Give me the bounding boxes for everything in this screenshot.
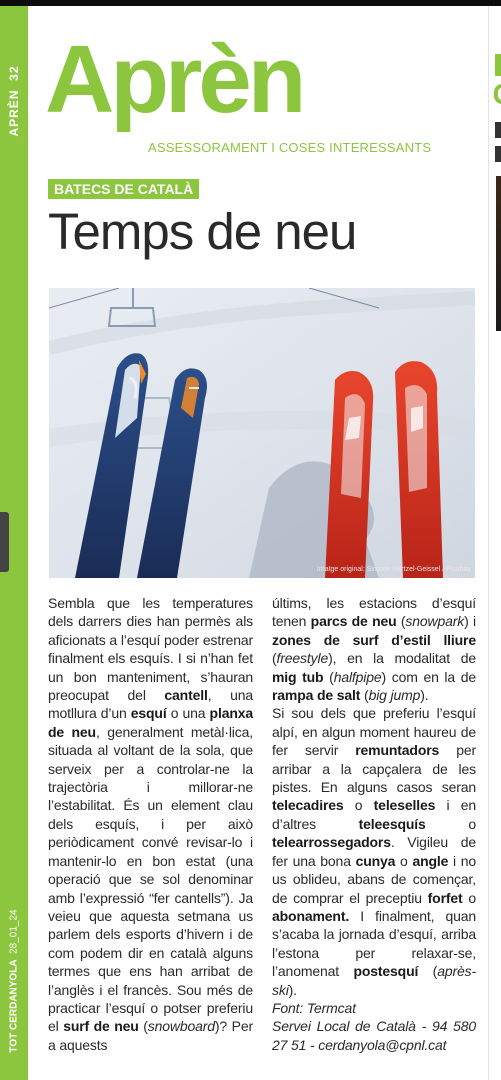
page-number: 32	[7, 65, 21, 81]
bold-term: forfet	[427, 889, 463, 906]
italic-term: snowpark	[405, 613, 465, 630]
publication-name: TOT CERDANYOLA	[8, 959, 20, 1053]
body-text: i en d’altres	[272, 797, 476, 832]
top-bar	[0, 0, 501, 6]
body-text: ).	[420, 687, 429, 704]
bold-term: cantell	[164, 687, 208, 704]
body-text: o	[425, 815, 476, 832]
italic-term: halfpipe	[333, 668, 382, 685]
sidebar-top-label	[2, 46, 26, 156]
italic-term: Font: Termcat	[272, 999, 356, 1016]
bold-term: zones de surf d’estil lliure	[272, 631, 476, 648]
body-text: (	[360, 687, 369, 704]
body-text: )? Per a aquests	[48, 1018, 253, 1053]
image-credit: Imatge original: Simone Hertzel-Geissel / Pixabay	[316, 566, 471, 573]
body-text: o	[462, 889, 476, 906]
body-text: ) i	[464, 613, 476, 630]
side-handle[interactable]	[0, 512, 9, 572]
next-page-edge	[488, 6, 501, 1080]
article-title: Temps de neu	[48, 203, 357, 260]
body-text: ).	[288, 981, 297, 998]
body-text: Si sou dels que preferiu l’esquí alpí, en algun moment haureu de fer servir	[272, 705, 476, 759]
body-text: I finalment, quan s’acaba la jornada d’esquí, arriba l’estona per relaxar-se, l’anomenat	[272, 907, 476, 980]
body-text: o	[395, 852, 413, 869]
body-text: ) com en la de	[381, 668, 476, 685]
next-page-green-letter	[495, 54, 501, 76]
next-page-text-2	[495, 146, 501, 162]
italic-term: freestyle	[276, 650, 329, 667]
body-text: (	[323, 668, 334, 685]
body-text: (	[138, 1018, 148, 1035]
body-text: . Vigileu de fer una bona	[272, 834, 476, 869]
bold-term: planxa de neu	[48, 705, 253, 740]
bold-term: postesquí	[353, 963, 419, 980]
italic-term: big jump	[368, 687, 421, 704]
red-ski-right	[395, 361, 443, 578]
body-text: (	[396, 613, 406, 630]
article-column-1	[48, 594, 253, 1054]
bold-term: parcs de neu	[310, 613, 397, 630]
bold-term: rampa de salt	[272, 687, 361, 704]
italic-term: après-ski	[272, 963, 476, 998]
bold-term: esquí	[130, 705, 167, 722]
bold-term: surf de neu	[63, 1018, 139, 1035]
body-text: o una	[166, 705, 210, 722]
body-text: per arribar a la capçalera de les pistes. En alguns casos seran	[272, 742, 476, 796]
bold-term: telecadires	[272, 797, 344, 814]
bold-term: angle	[412, 852, 449, 869]
body-text: últims, les estacions d’esquí tenen	[272, 595, 476, 630]
bold-term: abonament.	[272, 907, 350, 924]
bold-term: teleselles	[373, 797, 436, 814]
skis-photo	[49, 288, 475, 578]
body-text: , generalment metàl·lica, situada al voltant de la sola, que serveix per a controlar-ne la trajectòria i millorar-ne l’estabilitat. És un element clau dels esquís, i per això periòdicament convé revisar-lo i mantenir-lo en bon estat (una operació que se sol denominar amb l’expressió “fer cantells”). Ja veieu que aquesta setmana us parlem dels esports d’hivern i de com podem dir en català alguns termes que ens han arribat de l’anglès i el francès. Sou més de practicar l’esquí o potser preferiu el	[48, 723, 253, 1035]
section-title: Aprèn	[45, 26, 303, 133]
section-label: APRÈN	[7, 89, 21, 137]
next-page-green-letter-2	[494, 84, 501, 104]
bold-term: mig tub	[272, 668, 324, 685]
article-column-2	[272, 594, 476, 1054]
body-text: o	[343, 797, 374, 814]
article-kicker: BATECS DE CATALÀ	[48, 179, 199, 199]
italic-term: Servei Local de Català - 94 580 27 51 - cerdanyola@cpnl.cat	[272, 1018, 476, 1053]
body-text: ), en la modalitat de	[328, 650, 476, 667]
bold-term: telearrossegadors	[272, 834, 391, 851]
body-text: Sembla que les temperatures dels darrers dies han permès als aficionats a l’esquí poder estrenar finalment els esquís. I si n’han fet un bon manteniment, s’hauran preocupat del	[48, 595, 253, 704]
section-subtitle: ASSESSORAMENT I COSES INTERESSANTS	[148, 140, 432, 155]
body-text: (	[272, 650, 277, 667]
body-text: (	[418, 963, 438, 980]
sidebar-bottom-label	[2, 896, 26, 1066]
next-page-photo	[496, 176, 501, 331]
body-text: , una motllura d’un	[48, 687, 253, 722]
bold-term: remuntadors	[355, 742, 440, 759]
bold-term: teleesquís	[358, 815, 426, 832]
bold-term: cunya	[355, 852, 396, 869]
body-text: i no us oblideu, abans de començar, de comprar el preceptiu	[272, 852, 477, 906]
issue-date: 28_01_24	[8, 909, 20, 954]
next-page-text	[495, 122, 501, 138]
italic-term: snowboard	[147, 1018, 215, 1035]
